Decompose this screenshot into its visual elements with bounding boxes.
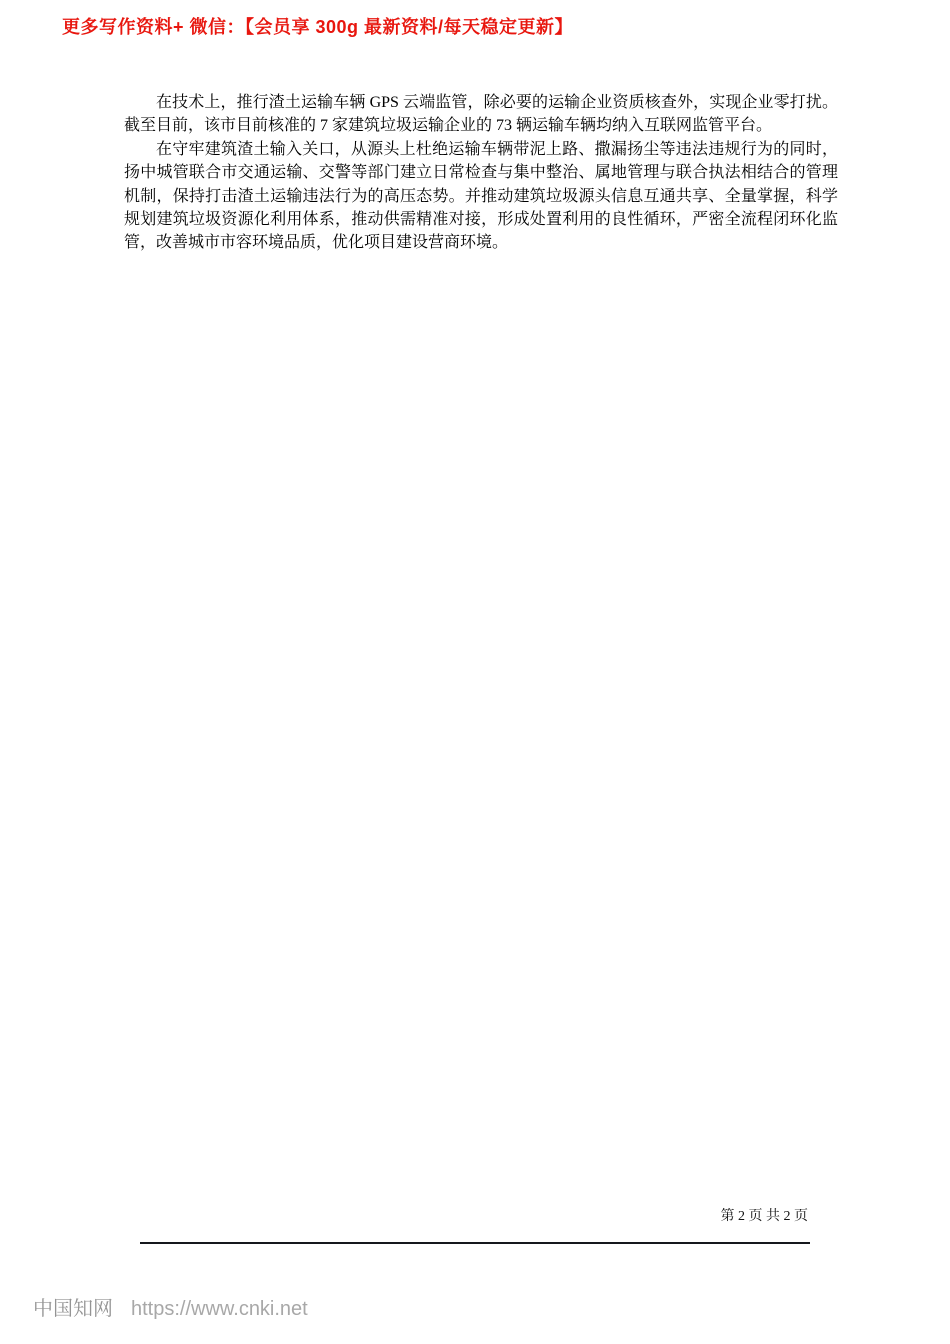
page-number-indicator: 第 2 页 共 2 页 <box>720 1209 808 1224</box>
cnki-watermark <box>33 1292 308 1321</box>
document-body <box>124 91 838 255</box>
paragraph-2: 在守牢建筑渣土输入关口，从源头上杜绝运输车辆带泥上路、撒漏扬尘等违法违规行为的同时，扬中城管联合市交通运输、交警等部门建立日常检查与集中整治、属地管理与联合执法相结合的管理机制，保持打击渣土运输违法行为的高压态势。并推动建筑垃圾源头信息互通共享、全量掌握，科学规划建筑垃圾资源化利用体系，推动供需精准对接，形成处置利用的良性循环，严密全流程闭环化监管，改善城市市容环境品质，优化项目建设营商环境。 <box>124 140 838 252</box>
footer-divider-line <box>140 1242 810 1244</box>
cnki-site-name: 中国知网 <box>33 1298 113 1320</box>
cnki-site-url: https://www.cnki.net <box>131 1298 308 1320</box>
promo-header-text: 更多写作资料+ 微信：【会员享 300g 最新资料/每天稳定更新】 <box>62 17 574 37</box>
paragraph-1: 在技术上，推行渣土运输车辆 GPS 云端监管，除必要的运输企业资质核查外，实现企业零打扰。截至目前，该市目前核准的 7 家建筑垃圾运输企业的 73 辆运输车辆均纳入互联网监管平台。 <box>124 94 838 135</box>
